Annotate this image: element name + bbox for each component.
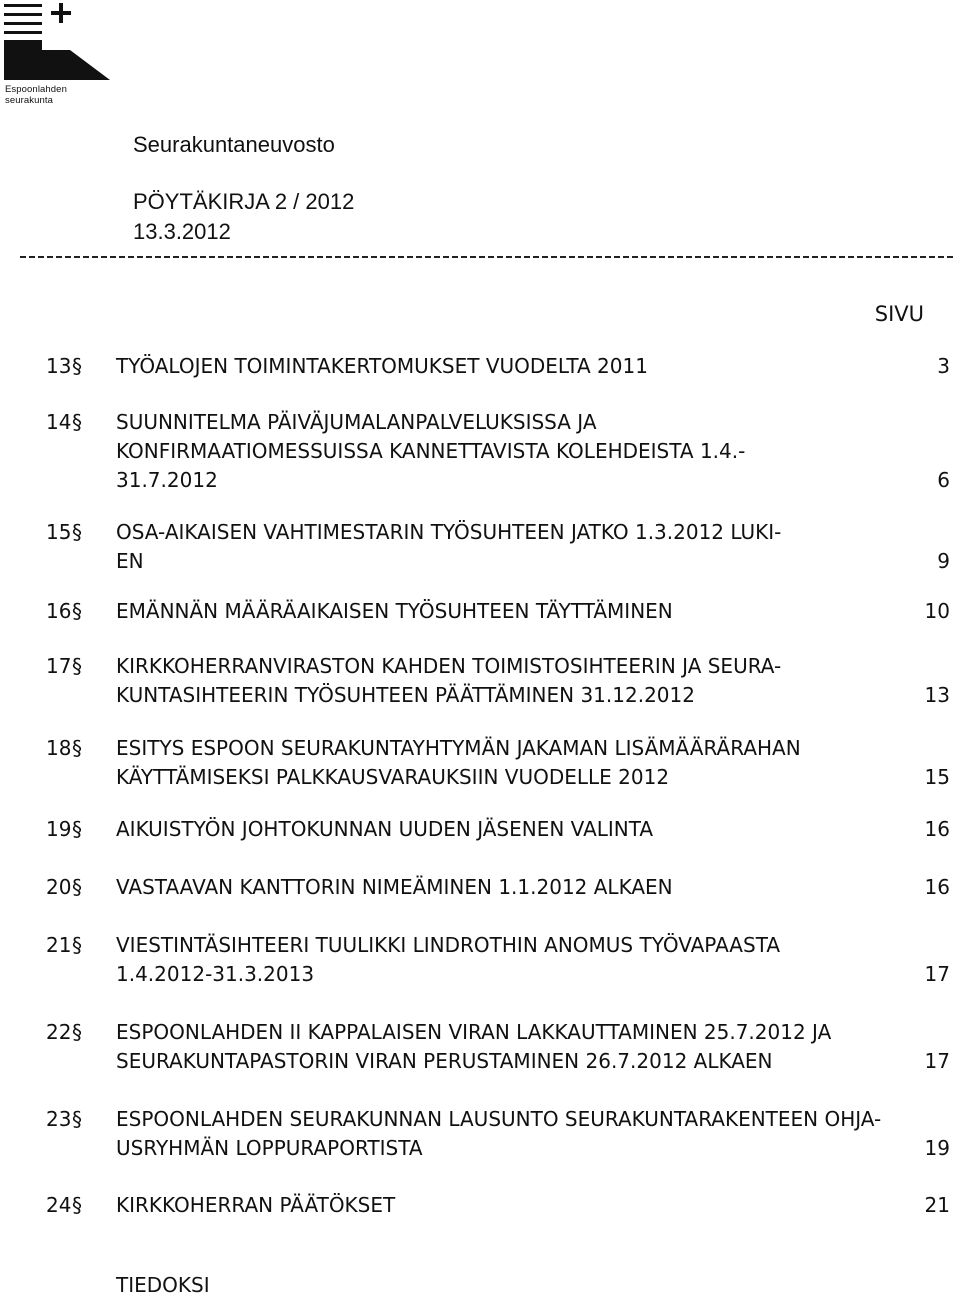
church-logo-mark xyxy=(0,0,115,97)
entry-number: 17 xyxy=(46,654,72,678)
entry-title-line: KONFIRMAATIOMESSUISSA KANNETTAVISTA KOLEHDEISTA 1.4.- xyxy=(116,439,746,463)
entry-number: 15 xyxy=(46,520,72,544)
entry-number: 21 xyxy=(46,933,72,957)
entry-page-number: 9 xyxy=(937,549,950,573)
entry-title-line: VASTAAVAN KANTTORIN NIMEÄMINEN 1.1.2012 ALKAEN xyxy=(116,875,673,899)
section-sign: § xyxy=(72,520,82,544)
entry-title-line: ESPOONLAHDEN SEURAKUNNAN LAUSUNTO SEURAKUNTARAKENTEEN OHJA- xyxy=(116,1107,882,1131)
logo-caption: Espoonlahden seurakunta xyxy=(5,84,67,106)
section-sign: § xyxy=(72,933,82,957)
church-logo xyxy=(0,0,115,106)
entry-title xyxy=(116,1105,886,1163)
entry-title-line: SUUNNITELMA PÄIVÄJUMALANPALVELUKSISSA JA xyxy=(116,410,597,434)
entry-title xyxy=(116,1191,886,1220)
entry-title xyxy=(116,734,886,792)
page-column-label: SIVU xyxy=(874,302,924,326)
entry-title-line: USRYHMÄN LOPPURAPORTISTA xyxy=(116,1136,423,1160)
section-sign: § xyxy=(72,354,82,378)
organ-name: Seurakuntaneuvosto xyxy=(133,132,335,157)
entry-page-number: 16 xyxy=(924,817,950,841)
entry-number: 23 xyxy=(46,1107,72,1131)
entry-title xyxy=(116,1018,886,1076)
section-sign: § xyxy=(72,599,82,623)
entry-title-line: TYÖALOJEN TOIMINTAKERTOMUKSET VUODELTA 2011 xyxy=(116,354,648,378)
entry-page-number: 15 xyxy=(924,765,950,789)
section-sign: § xyxy=(72,1107,82,1131)
entry-title-line: KUNTASIHTEERIN TYÖSUHTEEN PÄÄTTÄMINEN 31.12.2012 xyxy=(116,683,695,707)
entry-number: 13 xyxy=(46,354,72,378)
entry-title-line: KÄYTTÄMISEKSI PALKKAUSVARAUKSIIN VUODELLE 2012 xyxy=(116,765,670,789)
entry-title xyxy=(116,352,886,381)
entry-title xyxy=(116,931,886,989)
section-sign: § xyxy=(72,875,82,899)
entry-number: 19 xyxy=(46,817,72,841)
section-sign: § xyxy=(72,410,82,434)
separator-line xyxy=(20,256,955,258)
entry-page-number: 6 xyxy=(937,468,950,492)
entry-title xyxy=(116,518,886,576)
entry-title-line: SEURAKUNTAPASTORIN VIRAN PERUSTAMINEN 26.7.2012 ALKAEN xyxy=(116,1049,773,1073)
entry-title-line: KIRKKOHERRANVIRASTON KAHDEN TOIMISTOSIHTEERIN JA SEURA- xyxy=(116,654,782,678)
meeting-date: 13.3.2012 xyxy=(133,219,231,244)
entry-number: 18 xyxy=(46,736,72,760)
entry-number: 24 xyxy=(46,1193,72,1217)
entry-title-line: VIESTINTÄSIHTEERI TUULIKKI LINDROTHIN ANOMUS TYÖVAPAASTA xyxy=(116,933,781,957)
entry-title-line: KIRKKOHERRAN PÄÄTÖKSET xyxy=(116,1193,396,1217)
entry-number: 14 xyxy=(46,410,72,434)
section-sign: § xyxy=(72,654,82,678)
entry-title-line: 1.4.2012-31.3.2013 xyxy=(116,962,315,986)
section-sign: § xyxy=(72,1193,82,1217)
entry-page-number: 13 xyxy=(924,683,950,707)
entry-title-line: OSA-AIKAISEN VAHTIMESTARIN TYÖSUHTEEN JATKO 1.3.2012 LUKI- xyxy=(116,520,782,544)
entry-page-number: 19 xyxy=(924,1136,950,1160)
entry-title-line: EN xyxy=(116,549,144,573)
section-sign: § xyxy=(72,1020,82,1044)
entry-page-number: 21 xyxy=(924,1193,950,1217)
entry-title-line: ESITYS ESPOON SEURAKUNTAYHTYMÄN JAKAMAN LISÄMÄÄRÄRAHAN xyxy=(116,736,801,760)
entry-title xyxy=(116,408,886,495)
entry-number: 16 xyxy=(46,599,72,623)
section-sign: § xyxy=(72,817,82,841)
entry-title-line: EMÄNNÄN MÄÄRÄAIKAISEN TYÖSUHTEEN TÄYTTÄMINEN xyxy=(116,599,673,623)
entry-number: 22 xyxy=(46,1020,72,1044)
protocol-title: PÖYTÄKIRJA 2 / 2012 xyxy=(133,189,355,214)
entry-title xyxy=(116,597,886,626)
section-sign: § xyxy=(72,736,82,760)
entry-title xyxy=(116,873,886,902)
entry-page-number: 17 xyxy=(924,1049,950,1073)
entry-page-number: 10 xyxy=(924,599,950,623)
entry-title xyxy=(116,652,886,710)
entry-page-number: 3 xyxy=(937,354,950,378)
entry-title-line: ESPOONLAHDEN II KAPPALAISEN VIRAN LAKKAUTTAMINEN 25.7.2012 JA xyxy=(116,1020,832,1044)
entry-page-number: 16 xyxy=(924,875,950,899)
entry-title-line: 31.7.2012 xyxy=(116,468,218,492)
entry-title-line: AIKUISTYÖN JOHTOKUNNAN UUDEN JÄSENEN VALINTA xyxy=(116,817,654,841)
entry-page-number: 17 xyxy=(924,962,950,986)
entry-number: 20 xyxy=(46,875,72,899)
tiedoksi-heading: TIEDOKSI xyxy=(116,1273,210,1297)
entry-title xyxy=(116,815,886,844)
